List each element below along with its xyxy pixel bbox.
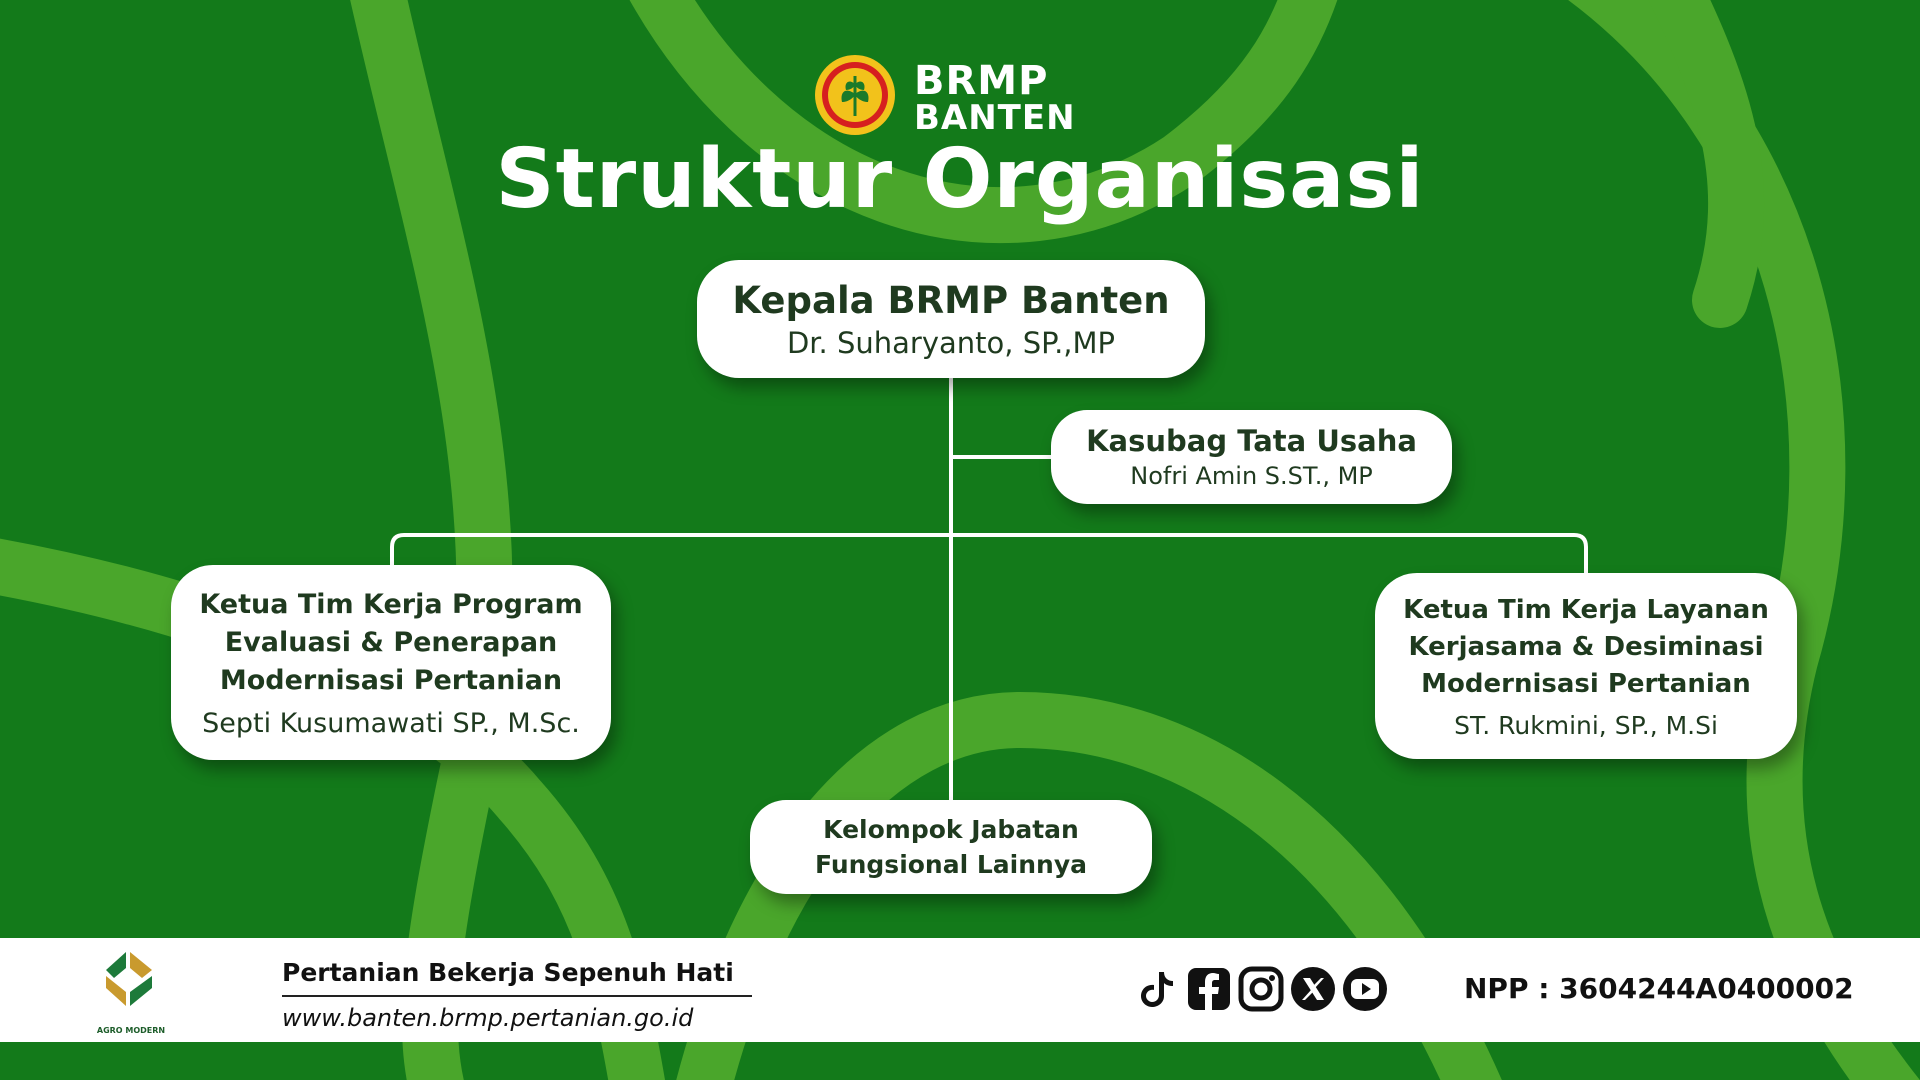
org-box-kasubag bbox=[1051, 410, 1452, 504]
x-icon[interactable] bbox=[1290, 966, 1336, 1012]
org-box-head bbox=[697, 260, 1205, 378]
org-box-program bbox=[171, 565, 611, 760]
brand-line-1: BRMP bbox=[914, 58, 1049, 104]
head-title: Kepala BRMP Banten bbox=[732, 278, 1170, 322]
facebook-icon[interactable] bbox=[1186, 966, 1232, 1012]
npp-number: NPP : 3604244A0400002 bbox=[1464, 972, 1854, 1005]
agro-modern-label: AGRO MODERN bbox=[96, 1026, 166, 1035]
program-name: Septi Kusumawati SP., M.Sc. bbox=[202, 708, 580, 739]
tagline-divider bbox=[282, 995, 752, 997]
org-box-functional bbox=[750, 800, 1152, 894]
program-title: Ketua Tim Kerja Program Evaluasi & Penerapan Modernisasi Pertanian bbox=[199, 589, 583, 696]
functional-title: Kelompok Jabatan Fungsional Lainnya bbox=[814, 815, 1088, 879]
footer-website[interactable]: www.banten.brmp.pertanian.go.id bbox=[282, 1004, 694, 1032]
layanan-title: Ketua Tim Kerja Layanan Kerjasama & Desiminasi Modernisasi Pertanian bbox=[1403, 595, 1769, 699]
kasubag-name: Nofri Amin S.ST., MP bbox=[1130, 462, 1373, 490]
instagram-icon[interactable] bbox=[1238, 966, 1284, 1012]
brand-line-2: BANTEN bbox=[914, 98, 1076, 138]
agro-modern-logo-icon bbox=[96, 948, 166, 1010]
footer-bar bbox=[0, 938, 1920, 1042]
page-title: Struktur Organisasi bbox=[495, 132, 1425, 227]
org-box-layanan bbox=[1375, 573, 1797, 759]
kasubag-title: Kasubag Tata Usaha bbox=[1086, 424, 1417, 458]
head-name: Dr. Suharyanto, SP.,MP bbox=[786, 325, 1116, 360]
tiktok-icon[interactable] bbox=[1134, 966, 1180, 1012]
youtube-icon[interactable] bbox=[1342, 966, 1388, 1012]
layanan-name: ST. Rukmini, SP., M.Si bbox=[1454, 711, 1718, 740]
footer-tagline: Pertanian Bekerja Sepenuh Hati bbox=[282, 958, 734, 987]
